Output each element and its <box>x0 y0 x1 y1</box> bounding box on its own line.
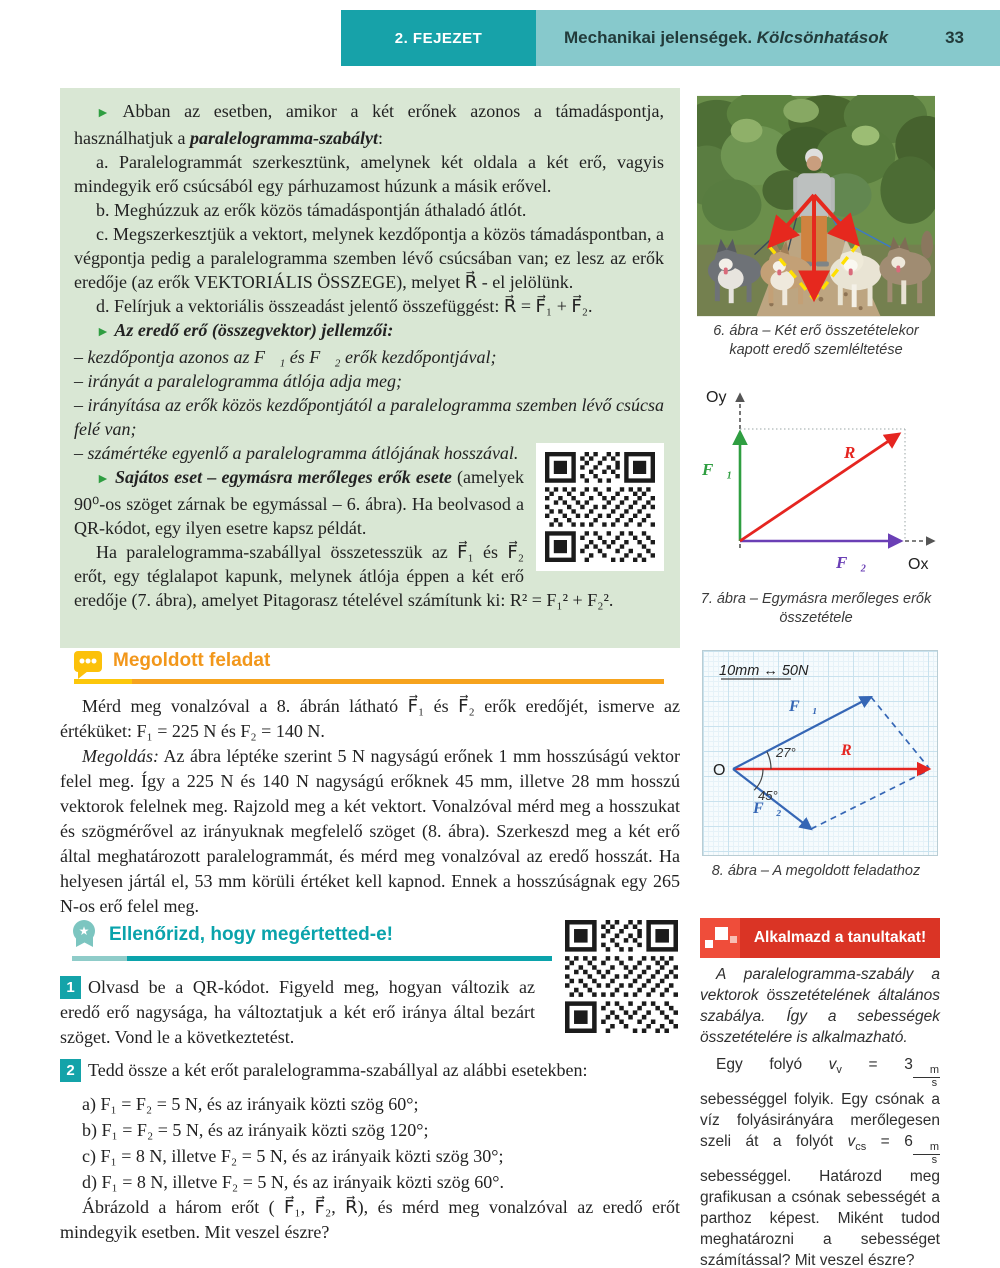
orange-divider <box>74 679 664 684</box>
green-arrow-bullet-icon: ► <box>96 325 110 340</box>
section-title-italic: Kölcsönhatások <box>756 28 889 47</box>
qr-code-image <box>545 452 655 562</box>
teal-divider <box>72 956 552 961</box>
paragraph: Ha paralelogramma-szabállyal összetesszük az F⃗₁ és F⃗₂ erőt, egy téglalapot kapunk, melynek átlója éppen a két erő eredője (7. ábra), amelyet Pitagorasz tételével számítunk ki: R² = F₁² + F₂². <box>74 542 614 610</box>
parallelogram-dashed <box>811 697 929 829</box>
blocks-icon <box>700 918 740 958</box>
origin-label: O <box>713 762 726 779</box>
paragraph: c. Megszerkesztjük a vektort, melynek kezdőpontja a közös támadáspontban, a végpontja pedig a paralelogramma szemben lévő csúcsában van; ez lesz az erők eredője (az erők VEKTORIÁLIS ÖSSZEGE), melyet R⃗ - el jelölünk. <box>74 224 664 292</box>
paragraph: Mérd meg vonalzóval a 8. ábrán látható F⃗₁ és F⃗₂ erők eredőjét, ismerve az értéküket: F₁ = 225 N és F₂ = 140 N. <box>60 696 680 741</box>
figure7-diagram <box>698 378 938 584</box>
green-arrow-bullet-icon: ► <box>96 472 110 487</box>
task-number-badge: 2 <box>60 1059 81 1082</box>
header-title-strip <box>536 10 1000 66</box>
paragraph: b. Meghúzzuk az erők közös támadáspontján áthaladó átlót. <box>96 200 527 220</box>
list-item: b) F₁ = F₂ = 5 N, és az irányaik közti szög 120°; <box>82 1120 429 1140</box>
task-2: 2 Tedd össze a két erőt paralelogramma-szabállyal az alábbi esetekben: <box>60 1058 680 1083</box>
theory-block <box>60 88 680 648</box>
list-item: d) F₁ = 8 N, illetve F₂ = 5 N, és az irányaik közti szög 60°. <box>82 1172 504 1192</box>
task-1: 1 Olvasd be a QR-kódot. Figyeld meg, hogyan változik az eredő erő nagysága, ha változtatjuk a két erő iránya által bezárt szöget. Vond le a következtetést. <box>60 977 535 1047</box>
check-heading: Ellenőrizd, hogy megértetted-e! <box>109 924 393 945</box>
page-number: 33 <box>945 28 964 47</box>
solved-task-header <box>74 650 680 672</box>
task-number-badge: 1 <box>60 976 81 999</box>
figure6-caption: 6. ábra – Két erő összetételekor kapott eredő szemléltetése <box>713 323 919 358</box>
list-item: c) F₁ = 8 N, illetve F₂ = 5 N, és az irányaik közti szög 30°; <box>82 1146 504 1166</box>
fraction-m-per-s: $\frac{m}{s}$ <box>913 1065 940 1089</box>
angle-arc-27 <box>767 752 771 769</box>
paragraph: Megoldás: Az ábra léptéke szerint 5 N nagyságú erőnek 1 mm hosszúságú vektor felel meg. Így a 225 N és 140 N nagyságú erőknek 45 mm, illetve 28 mm hosszú vektorok felelnek meg. Rajzold meg a két vektort. Vonalzóval mérd meg a hosszukat és szögmérővel az irányuknak megfelelő szöget (8. ábra). Szerkeszd meg a két erő által meghatározott paralelogrammát, és mérd meg vonalzóval az eredő hosszát. Ha helyesen jártál el, 53 mm körüli értéket kell kapnod. Ennek a hosszúságnak egy 265 N-os erő felel meg. <box>60 746 680 916</box>
paragraph: Egy folyó $v_v = 3$ $\frac{m}{s}$ sebességgel folyik. Egy csónak a víz folyásirányára merőlegesen szeli át a folyót $v_{cs} = 6$ $\frac{m}{s}$ sebességgel. Határozd meg grafikusan a csónak sebességét a parthoz képest. Miként tudod meghatározni a sebességet számítással? Mit veszel észre? <box>700 1056 940 1268</box>
list-item: – kezdőpontja azonos az F⃗₁ és F⃗₂ erők kezdőpontjával; <box>74 347 497 367</box>
page-header <box>0 10 1000 66</box>
solved-task-section <box>60 650 680 919</box>
ox-label: Ox <box>908 556 929 573</box>
figure7-caption: 7. ábra – Egymásra merőleges erők összetétele <box>700 591 932 626</box>
figure8-caption: 8. ábra – A megoldott feladathoz <box>711 863 921 879</box>
f1-label: F⃗₁ <box>702 460 733 479</box>
scale-label: 10mm ↔ 50N <box>719 663 809 679</box>
speech-bubble-icon <box>74 651 102 672</box>
qr-code <box>536 443 664 571</box>
subheading: ► Az eredő erő (összegvektor) jellemzői: <box>96 320 394 340</box>
list-item: – irányítása az erők közös kezdőpontjától a paralelogramma szemben lévő csúcsa felé van; <box>74 395 664 439</box>
figure8-diagram <box>702 650 938 856</box>
vector-r <box>740 434 899 541</box>
chapter-label: 2. FEJEZET <box>394 29 483 47</box>
list-item: – irányát a paralelogramma átlója adja meg; <box>74 371 402 391</box>
qr-code <box>565 920 678 1033</box>
list-item: a) F₁ = F₂ = 5 N, és az irányaik közti szög 60°; <box>82 1094 419 1114</box>
paragraph: d. Felírjuk a vektoriális összeadást jelentő összefüggést: R⃗ = F⃗₁ + F⃗₂. <box>96 296 593 316</box>
apply-header <box>700 918 940 958</box>
oy-label: Oy <box>706 389 727 406</box>
vector-diagram <box>698 378 938 584</box>
paragraph: ► Abban az esetben, amikor a két erőnek azonos a támadáspontja, használhatjuk a paralelogramma-szabályt: <box>74 101 664 148</box>
main-column <box>60 88 680 1268</box>
green-arrow-bullet-icon: ► <box>96 106 110 121</box>
angle-45-label: 45° <box>758 788 778 803</box>
ribbon-star-icon: ★ <box>72 920 98 950</box>
chapter-tab <box>341 10 536 66</box>
paragraph: A paralelogramma-szabály a vektorok összetételének általános szabálya. Így a sebességek összetételére is alkalmazható. <box>700 966 940 1046</box>
qr-code-image <box>565 920 678 1033</box>
paragraph: a. Paralelogrammát szerkesztünk, amelynek két oldala a két erő, vagyis mindegyik erő csúcsából egy párhuzamost húzunk a másik erővel. <box>74 152 664 196</box>
angle-27-label: 27° <box>776 745 796 760</box>
section-title: Mechanikai jelenségek. Kölcsönhatások <box>564 28 889 47</box>
f1-label: F⃗₁ <box>789 698 818 715</box>
f2-label: F⃗₂ <box>836 553 867 572</box>
check-section <box>60 920 680 1245</box>
dogs-photo-illustration <box>697 95 935 317</box>
vector-construction <box>703 651 937 855</box>
apply-sidebar <box>700 918 940 1268</box>
fraction-m-per-s: $\frac{m}{s}$ <box>913 1142 940 1166</box>
figure6-photo <box>697 95 935 317</box>
paragraph: Ábrázold a három erőt ( F⃗₁, F⃗₂, R⃗), és mérd meg vonalzóval az eredő erőt mindegyik esetben. Mit veszel észre? <box>60 1197 680 1242</box>
apply-heading: Alkalmazd a tanultakat! <box>740 918 940 958</box>
f2-label: F⃗₂ <box>753 800 782 817</box>
r-label: R⃗ <box>841 742 865 759</box>
list-item: – számértéke egyenlő a paralelogramma átlójának hosszával. <box>74 443 519 463</box>
r-label: R⃗ <box>844 443 869 462</box>
solved-task-heading: Megoldott feladat <box>113 650 271 671</box>
paragraph: ► Sajátos eset – egymásra merőleges erők esete (amelyek 90⁰-os szöget zárnak be egymással – 6. ábra). Ha beolvasod a QR-kódot, egy ilyen esetre kapsz példát. <box>74 467 524 538</box>
